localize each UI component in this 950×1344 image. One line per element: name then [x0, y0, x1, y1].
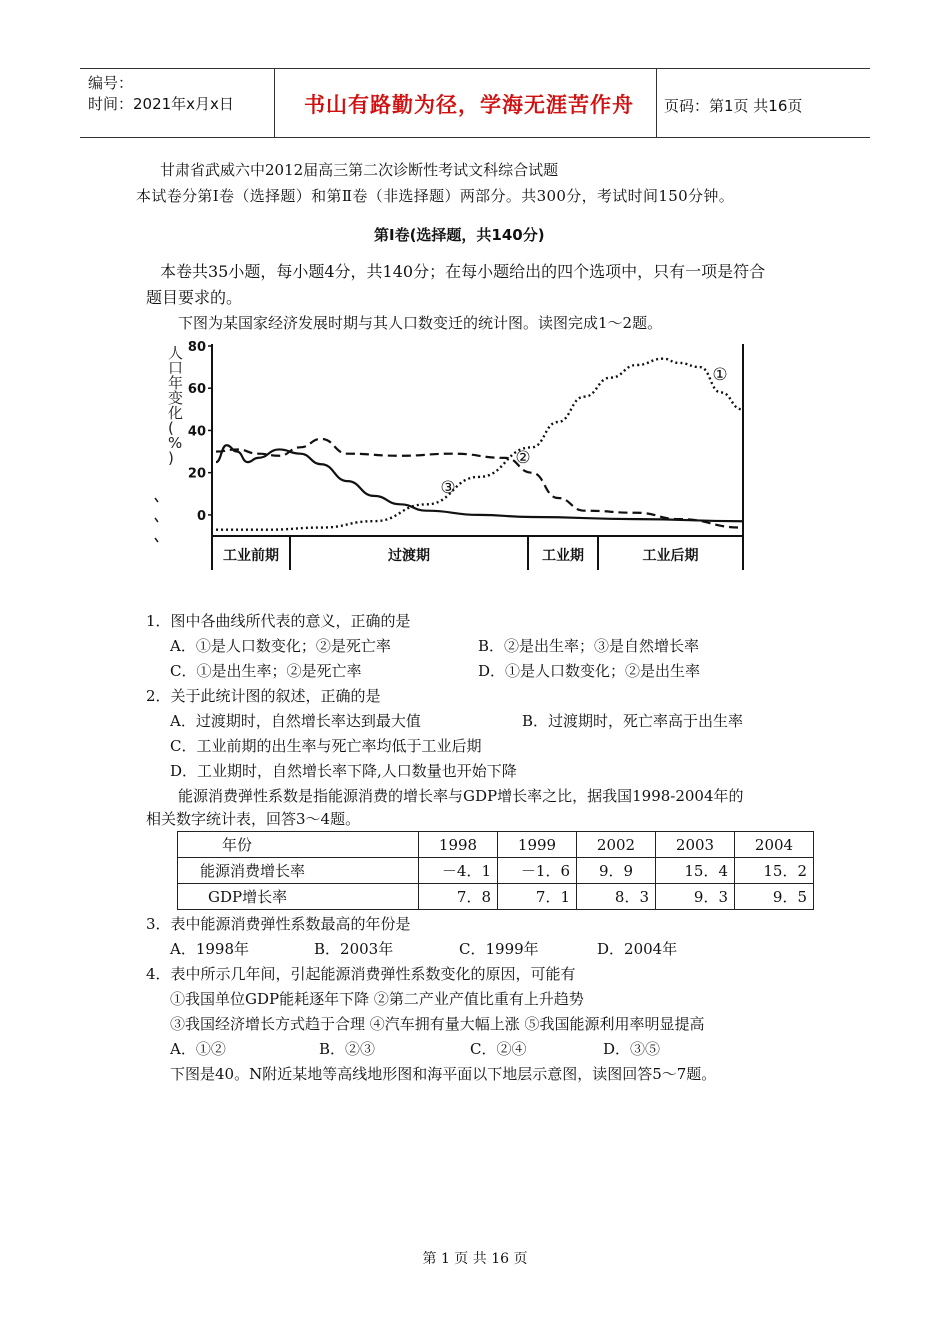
q1-option-c: C．①是出生率；②是死亡率 [170, 662, 362, 680]
table-cell: 9．3 [656, 884, 735, 910]
curve-label: ② [515, 448, 531, 468]
table-cell: 9．9 [577, 858, 656, 884]
table-row-label: GDP增长率 [178, 884, 419, 910]
energy-intro-line1: 能源消费弹性系数是指能源消费的增长率与GDP增长率之比，据我国1998-2004年的 [178, 787, 744, 805]
header-divider [656, 69, 657, 137]
q4-option-d: D．③⑤ [603, 1040, 661, 1058]
table-cell: 7．1 [498, 884, 577, 910]
curve-label: ③ [440, 478, 456, 498]
table-header-cell: 1998 [419, 832, 498, 858]
period-label: 过渡期 [388, 548, 430, 564]
y-label-char: ) [168, 449, 174, 467]
page-header [80, 68, 870, 138]
table-row [178, 884, 814, 910]
q4-statements-line2: ③我国经济增长方式趋于合理 ④汽车拥有量大幅上涨 ⑤我国能源利用率明显提高 [170, 1015, 705, 1033]
q2-option-c: C．工业前期的出生率与死亡率均低于工业后期 [170, 737, 482, 755]
y-tick-label: 80 [187, 340, 206, 355]
curve-label-group [440, 365, 727, 498]
y-label-char: 化 [168, 404, 184, 422]
header-divider [274, 69, 275, 137]
q2-option-d: D．工业期时，自然增长率下降,人口数量也开始下降 [170, 762, 517, 780]
table-cell: 15．4 [656, 858, 735, 884]
exam-title: 甘肃省武威六中2012届高三第二次诊断性考试文科综合试题 [160, 161, 559, 179]
left-tick-marks [155, 498, 158, 542]
y-label-char: 变 [168, 389, 184, 407]
y-tick-group [188, 340, 212, 524]
q3-option-a: A．1998年 [170, 940, 250, 958]
energy-table [177, 831, 814, 910]
q1-option-a: A．①是人口数变化；②是死亡率 [170, 637, 391, 655]
instruction-line2: 题目要求的。 [146, 288, 243, 307]
q3-option-b: B．2003年 [314, 940, 394, 958]
table-cell: －4．1 [419, 858, 498, 884]
motto: 书山有路勤为径，学海无涯苦作舟 [304, 93, 634, 117]
q4-option-b: B．②③ [319, 1040, 376, 1058]
question-2: 2．关于此统计图的叙述，正确的是 [146, 687, 381, 705]
population-chart [150, 338, 760, 578]
table-cell: 7．8 [419, 884, 498, 910]
curve-label: ① [712, 365, 728, 385]
instruction-line1: 本卷共35小题，每小题4分，共140分；在每小题给出的四个选项中，只有一项是符合 [160, 262, 766, 281]
table-header-cell: 1999 [498, 832, 577, 858]
table-row [178, 858, 814, 884]
q1-option-b: B．②是出生率；③是自然增长率 [478, 637, 700, 655]
q4-option-a: A．①② [170, 1040, 226, 1058]
period-group [223, 536, 699, 570]
q1-option-d: D．①是人口数变化；②是出生率 [478, 662, 701, 680]
y-tick-label: 60 [187, 382, 206, 398]
table-cell: －1．6 [498, 858, 577, 884]
y-tick-label: 20 [187, 466, 206, 482]
table-header-cell: 2003 [656, 832, 735, 858]
q3-option-d: D．2004年 [597, 940, 678, 958]
page-footer: 第 1 页 共 16 页 [422, 1251, 528, 1267]
table-header-cell: 2002 [577, 832, 656, 858]
header-left [88, 73, 234, 115]
table-row-label: 能源消费增长率 [178, 858, 419, 884]
y-tick-label: 40 [187, 424, 206, 440]
question-3: 3．表中能源消费弹性系数最高的年份是 [146, 915, 411, 933]
q3-option-c: C．1999年 [459, 940, 539, 958]
energy-intro-line2: 相关数字统计表，回答3～4题。 [146, 810, 361, 828]
table-header-row [178, 832, 814, 858]
table-cell: 8．3 [577, 884, 656, 910]
q2-option-b: B．过渡期时，死亡率高于出生率 [522, 712, 744, 730]
table-header-cell: 2004 [735, 832, 814, 858]
question-4: 4．表中所示几年间，引起能源消费弹性系数变化的原因，可能有 [146, 965, 576, 983]
section-title: 第Ⅰ卷(选择题，共140分) [374, 226, 545, 244]
next-figure-intro: 下图是40。N附近某地等高线地形图和海平面以下地层示意图，读图回答5～7题。 [170, 1065, 717, 1083]
q2-option-a: A．过渡期时，自然增长率达到最大值 [170, 712, 421, 730]
y-axis-label [168, 344, 183, 467]
period-label: 工业前期 [223, 548, 279, 564]
series-line-dotted [216, 359, 742, 530]
y-label-char: ( [168, 419, 174, 437]
series-group [216, 359, 742, 530]
date-label: 时间：2021年x月x日 [88, 95, 234, 113]
y-label-char: % [168, 434, 183, 452]
number-label: 编号： [88, 74, 134, 92]
period-label: 工业后期 [642, 548, 699, 564]
table-cell: 9．5 [735, 884, 814, 910]
exam-intro: 本试卷分第Ⅰ卷（选择题）和第Ⅱ卷（非选择题）两部分。共300分，考试时间150分钟。 [136, 187, 735, 205]
figure-intro: 下图为某国家经济发展时期与其人口数变迁的统计图。读图完成1～2题。 [178, 314, 663, 332]
q4-statements-line1: ①我国单位GDP能耗逐年下降 ②第二产业产值比重有上升趋势 [170, 990, 584, 1008]
question-1: 1．图中各曲线所代表的意义，正确的是 [146, 612, 411, 630]
table-header-cell: 年份 [178, 832, 419, 858]
y-label-char: 年 [168, 374, 184, 392]
y-label-char: 口 [168, 359, 184, 377]
q4-option-c: C．②④ [470, 1040, 527, 1058]
period-label: 工业期 [542, 548, 584, 564]
y-tick-label: 0 [196, 508, 206, 524]
table-cell: 15．2 [735, 858, 814, 884]
y-label-char: 人 [168, 344, 184, 362]
page-info: 页码：第1页 共16页 [664, 97, 803, 115]
